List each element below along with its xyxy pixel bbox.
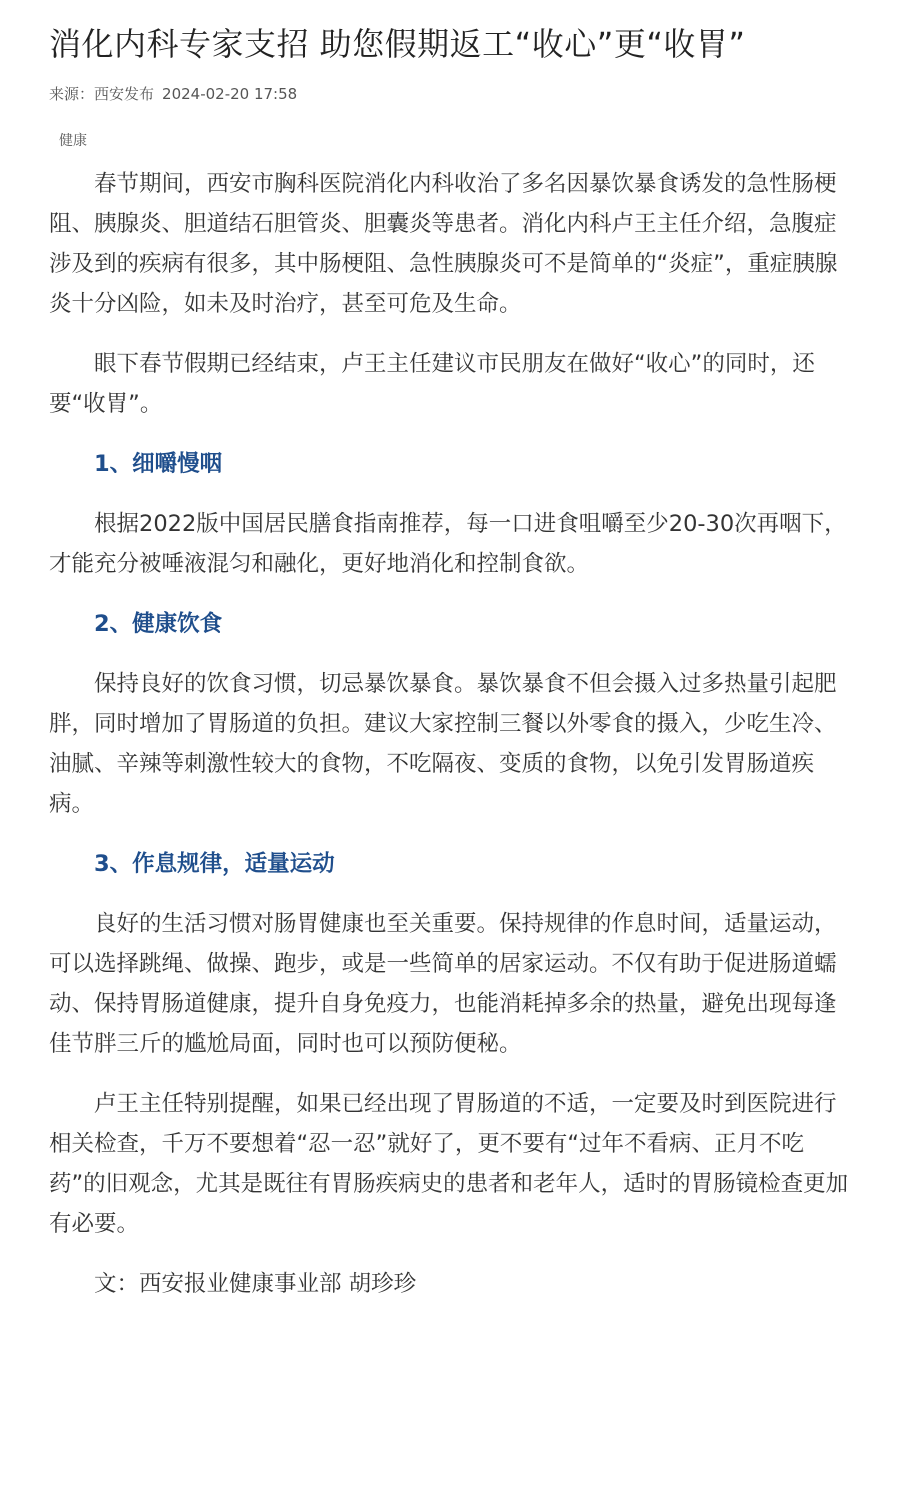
paragraph-exercise: 良好的生活习惯对肠胃健康也至关重要。保持规律的作息时间，适量运动，可以选择跳绳、做操、跑步，或是一些简单的居家运动。不仅有助于促进肠道蠕动、保持胃肠道健康，提升自身免疫力，也能消耗掉多余的热量，避免出现每逢佳节胖三斤的尴尬局面，同时也可以预防便秘。 [49,911,837,1057]
article-meta [49,84,849,104]
section-heading-1: 1、细嚼慢咽 [94,451,223,477]
section-heading-2: 2、健康饮食 [94,611,223,637]
paragraph-chewing: 根据2022版中国居民膳食指南推荐，每一口进食咀嚼至少20-30次再咽下，才能充分被唾液混匀和融化，更好地消化和控制食欲。 [49,511,847,577]
article-title: 消化内科专家支招 助您假期返工“收心”更“收胃” [49,25,746,63]
category-tag[interactable]: 健康 [59,133,87,149]
paragraph-diet: 保持良好的饮食习惯，切忌暴饮暴食。暴饮暴食不但会摄入过多热量引起肥胖，同时增加了胃肠道的负担。建议大家控制三餐以外零食的摄入，少吃生冷、油腻、辛辣等刺激性较大的食物，不吃隔夜、变质的食物，以免引发胃肠道疾病。 [49,671,837,817]
paragraph-advice: 眼下春节假期已经结束，卢王主任建议市民朋友在做好“收心”的同时，还要“收胃”。 [49,351,815,417]
source-name: 西安发布 [94,85,155,103]
publish-datetime: 2024-02-20 17:58 [162,85,298,103]
paragraph-intro: 春节期间，西安市胸科医院消化内科收治了多名因暴饮暴食诱发的急性肠梗阻、胰腺炎、胆道结石胆管炎、胆囊炎等患者。消化内科卢王主任介绍，急腹症涉及到的疾病有很多，其中肠梗阻、急性胰腺炎可不是简单的“炎症”，重症胰腺炎十分凶险，如未及时治疗，甚至可危及生命。 [49,171,838,317]
article-body [49,164,849,1304]
source-label: 来源： [49,85,95,103]
paragraph-reminder: 卢王主任特别提醒，如果已经出现了胃肠道的不适，一定要及时到医院进行相关检查，千万不要想着“忍一忍”就好了，更不要有“过年不看病、正月不吃药”的旧观念，尤其是既往有胃肠疾病史的患者和老年人，适时的胃肠镜检查更加有必要。 [49,1091,849,1237]
author-credit: 文：西安报业健康事业部 胡珍珍 [94,1271,417,1297]
section-heading-3: 3、作息规律，适量运动 [94,851,335,877]
